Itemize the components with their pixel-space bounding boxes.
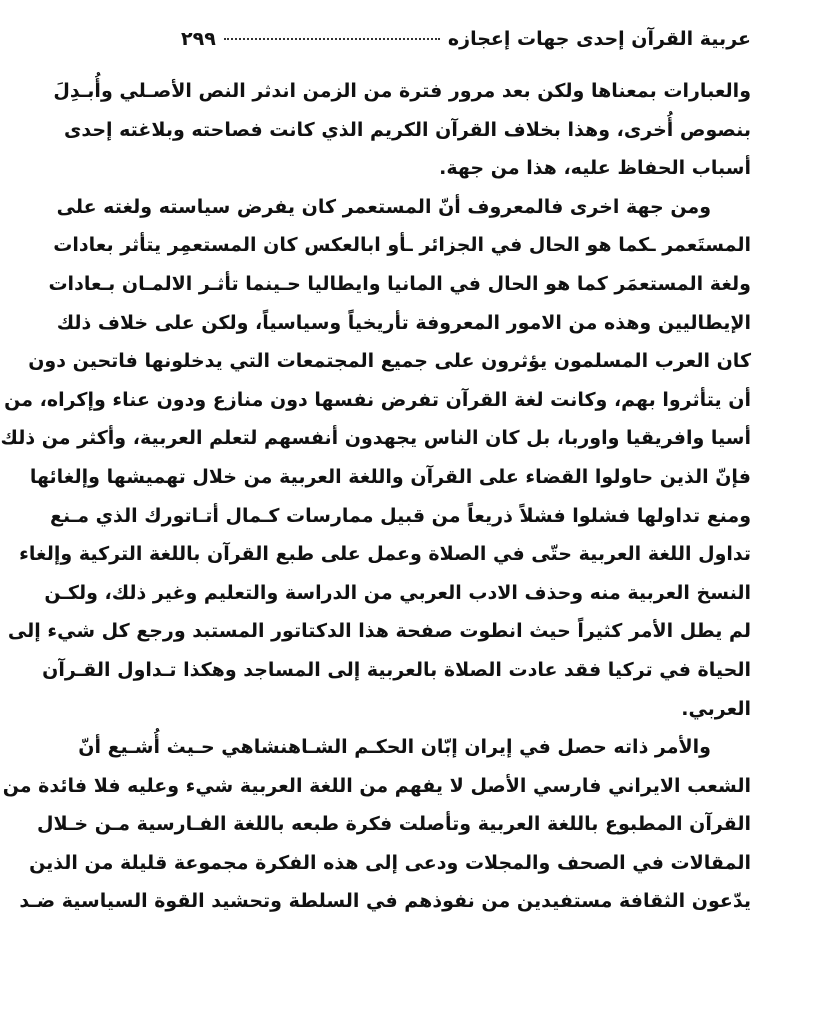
text-line: بنصوص أُخرى، وهذا بخلاف القرآن الكريم الذي كانت فصاحته وبلاغته إحدى — [63, 118, 751, 141]
text-line: تداول اللغة العربية حتّى في الصلاة وعمل على طبع القرآن باللغة التركية وإلغاء — [19, 543, 751, 566]
running-header — [181, 28, 751, 62]
text-line: القرآن المطبوع باللغة العربية وتأصلت فكرة طبعه باللغة الفـارسية مـن خـلال — [36, 813, 751, 836]
text-line: المقالات في الصحف والمجلات ودعى إلى هذه الفكرة مجموعة قليلة من الذين — [29, 851, 751, 874]
text-line: لم يطل الأمر كثيراً حيث انطوت صفحة هذا الدكتاتور المستبد ورجع كل شيء إلى — [7, 620, 751, 643]
text-line: فإنّ الذين حاولوا القضاء على القرآن واللغة العربية من خلال تهميشها وإلغائها — [29, 465, 751, 488]
text-line: ومن جهة اخرى فالمعروف أنّ المستعمر كان يفرض سياسته ولغته على — [56, 195, 711, 218]
text-line: والعبارات بمعناها ولكن بعد مرور فترة من الزمن اندثر النص الأصـلي وأُبـدِلَ — [53, 80, 751, 102]
text-line: يدّعون الثقافة مستفيدين من نفوذهم في السلطة وتحشيد القوة السياسية ضـد — [19, 890, 751, 913]
text-line: والأمر ذاته حصل في إيران إبّان الحكـم الشـاهنشاهي حـيث أُشـيع أنّ — [78, 736, 711, 759]
text-line: ولغة المستعمَر كما هو الحال في المانيا وايطاليا حـينما تأثـر الالمـان بـعادات — [48, 272, 751, 295]
text-line: أسيا وافريقيا واوربا، بل كان الناس يجهدون أنفسهم لتعلم العربية، وأكثر من ذلك — [0, 427, 751, 450]
running-header-title: عربية القرآن إحدى جهات إعجازه — [447, 28, 751, 50]
text-line: العربي. — [681, 697, 751, 720]
text-line: النسخ العربية منه وحذف الادب العربي من الدراسة والتعليم وغير ذلك، ولكـن — [44, 581, 751, 604]
page-number: ٢٩٩ — [181, 28, 216, 50]
text-line: أن يتأثروا بهم، وكانت لغة القرآن تفرض نفسها دون منازع ودون عناء وإكراه، من — [4, 388, 751, 411]
dotted-leader — [224, 38, 440, 40]
text-line: كان العرب المسلمون يؤثرون على جميع المجتمعات التي يدخلونها فاتحين دون — [28, 350, 751, 373]
body-text — [0, 72, 751, 921]
text-line: الحياة في تركيا فقد عادت الصلاة بالعربية إلى المساجد وهكذا تـداول القـرآن — [42, 658, 751, 681]
text-line: الإيطاليين وهذه من الامور المعروفة تأريخياً وسياسياً، ولكن على خلاف ذلك — [56, 311, 751, 334]
text-line: ومنع تداولها فشلوا فشلاً ذريعاً من قبيل ممارسات كـمال أتـاتورك الذي مـنع — [49, 504, 751, 527]
text-line: الشعب الايراني فارسي الأصل لا يفهم من اللغة العربية شيء وعليه فلا فائدة من — [2, 774, 751, 797]
text-line: أسباب الحفاظ عليه، هذا من جهة. — [439, 157, 751, 180]
text-line: المستَعمر ـكما هو الحال في الجزائر ـأو ابالعكس كان المستعمِر يتأثر بعادات — [53, 234, 751, 257]
